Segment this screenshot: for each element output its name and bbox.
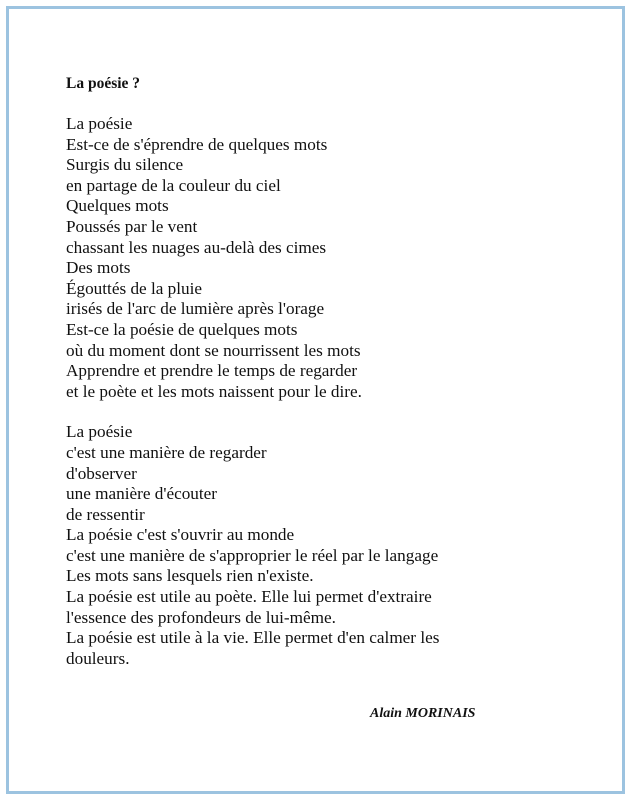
poem-line: Les mots sans lesquels rien n'existe. [66,566,314,586]
poem-line: chassant les nuages au-delà des cimes [66,237,327,257]
poem-line: irisés de l'arc de lumière après l'orage [66,299,325,319]
poem-line: Égouttés de la pluie [66,278,203,298]
poem-line: La poésie c'est s'ouvrir au monde [66,525,295,545]
poem-line: Est-ce la poésie de quelques mots [66,319,298,339]
stanza-1 [66,114,586,402]
poem-title: La poésie ? [66,75,141,92]
poem-line: Surgis du silence [66,155,184,175]
poem-line: La poésie est utile au poète. Elle lui permet d'extraire [66,587,432,607]
poem-line: et le poète et les mots naissent pour le dire. [66,381,362,401]
poem-line: c'est une manière de s'approprier le réel par le langage [66,545,439,565]
poem-line: douleurs. [66,648,130,668]
poem-line: Des mots [66,258,131,278]
poem-line: La poésie [66,422,133,442]
poem-line: Quelques mots [66,196,169,216]
poem-line: une manière d'écouter [66,484,218,504]
stanza-2 [66,422,586,669]
poem-line: La poésie [66,114,133,133]
poem-line: Poussés par le vent [66,216,198,236]
poem-line: en partage de la couleur du ciel [66,175,281,195]
poem-line: l'essence des profondeurs de lui-même. [66,607,336,627]
poem-line: Est-ce de s'éprendre de quelques mots [66,134,328,154]
poem-line: où du moment dont se nourrissent les mots [66,340,361,360]
poem-line: d'observer [66,463,137,483]
poem-line: La poésie est utile à la vie. Elle permet d'en calmer les [66,628,440,648]
poem-line: c'est une manière de regarder [66,442,267,462]
poem-body [66,74,586,689]
author-signature: Alain MORINAIS [370,706,476,721]
poem-line: Apprendre et prendre le temps de regarder [66,361,358,381]
poem-line: de ressentir [66,504,145,524]
